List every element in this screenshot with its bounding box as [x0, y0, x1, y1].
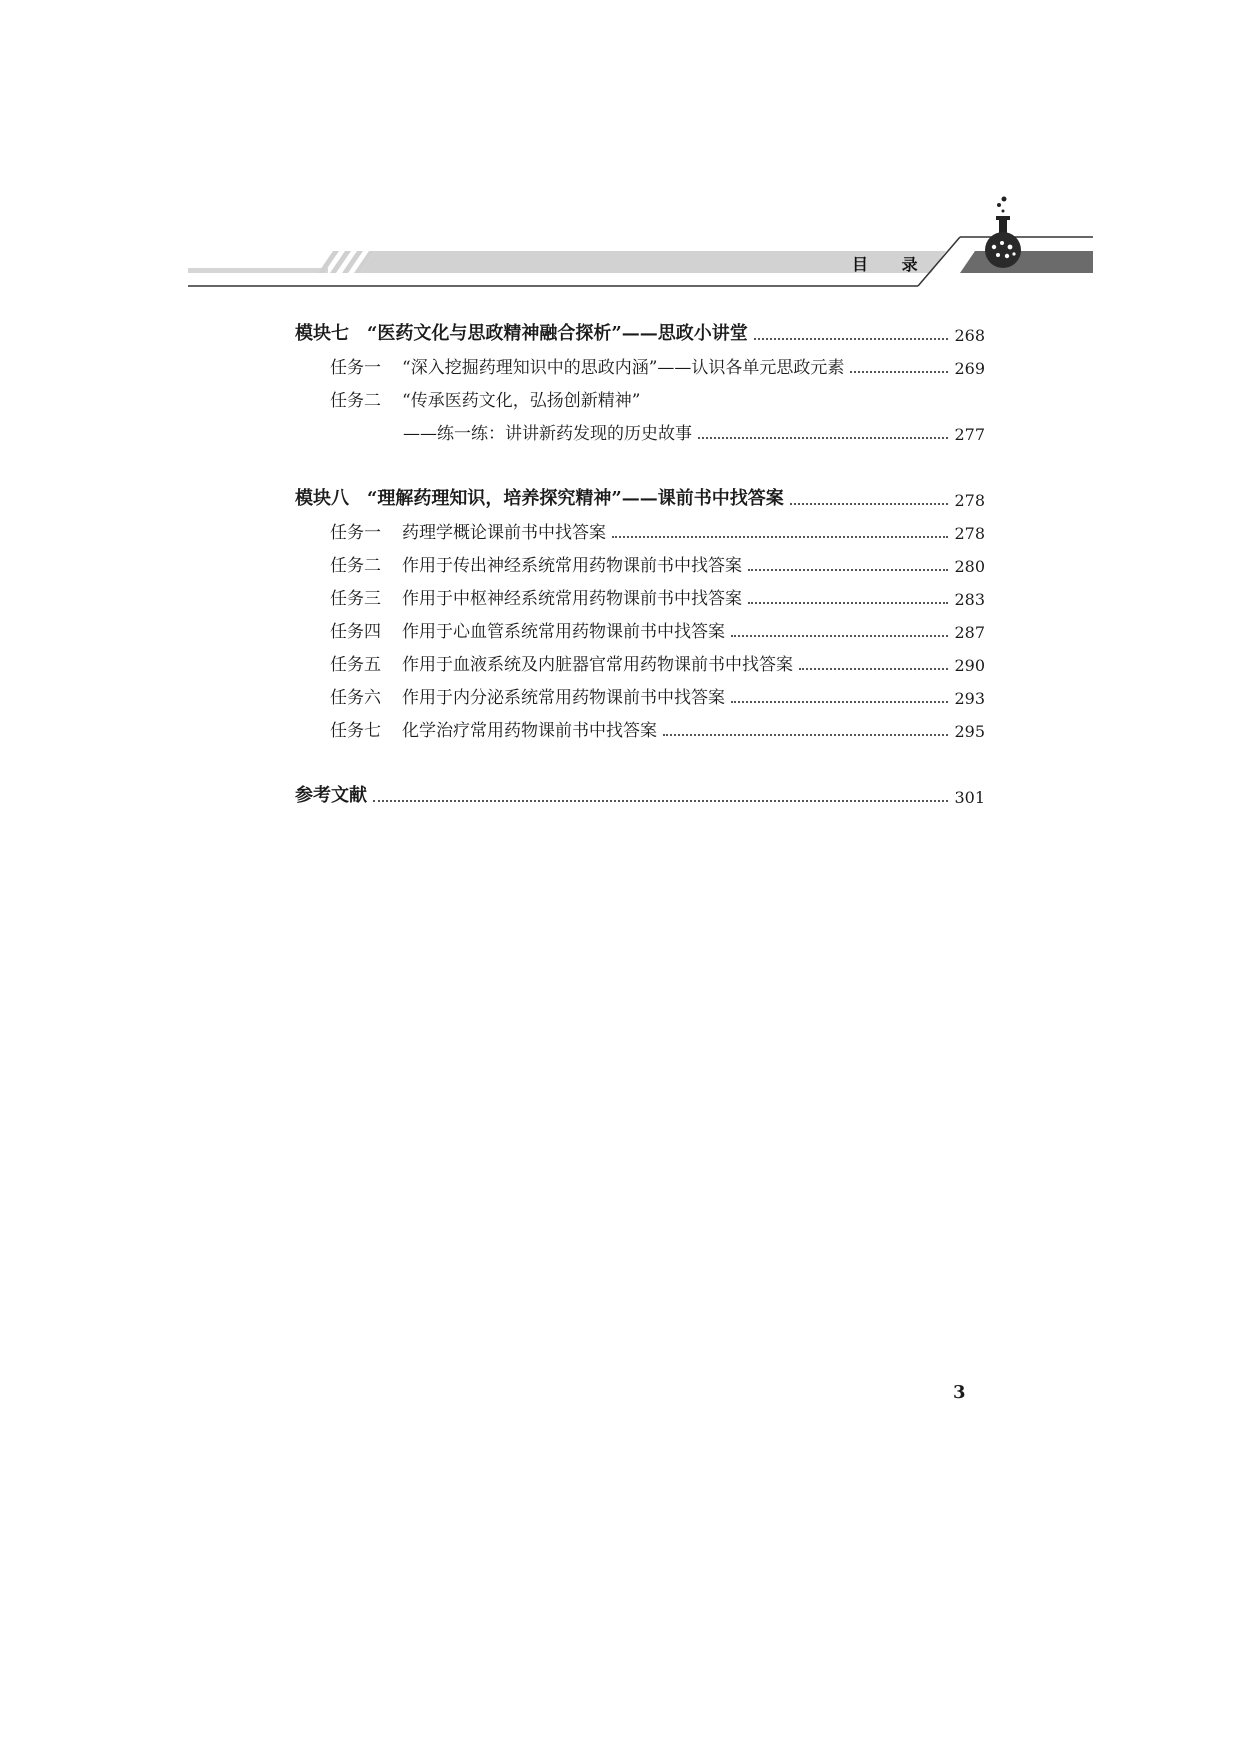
leader-dots [754, 338, 949, 340]
page-header [0, 0, 1240, 300]
references-title: 参考文献 [295, 785, 367, 806]
task-title: 作用于血液系统及内脏器官常用药物课前书中找答案 [402, 655, 793, 675]
leader-dots [731, 701, 948, 703]
task-title: “深入挖掘药理知识中的思政内涵”——认识各单元思政元素 [402, 358, 845, 378]
task-label: 任务二 [330, 391, 381, 411]
task-label: 任务六 [330, 688, 381, 708]
task-title: 作用于内分泌系统常用药物课前书中找答案 [402, 688, 725, 708]
module-label: 模块八 [295, 488, 349, 509]
task-title: 作用于中枢神经系统常用药物课前书中找答案 [402, 589, 742, 609]
toc-entry-module8[interactable] [295, 477, 985, 510]
leader-dots [748, 602, 948, 604]
page-ref: 269 [954, 359, 985, 378]
module-title: “理解药理知识，培养探究精神”——课前书中找答案 [367, 488, 784, 509]
toc-entry-module7[interactable] [295, 312, 985, 345]
task-subtitle: ——练一练：讲讲新药发现的历史故事 [403, 424, 692, 444]
page-ref: 287 [954, 623, 985, 642]
leader-dots [748, 569, 948, 571]
page-number: 3 [953, 1382, 966, 1403]
task-label: 任务一 [330, 523, 381, 543]
leader-dots [698, 437, 948, 439]
toc-entry-task[interactable] [295, 609, 985, 642]
toc-entry-task[interactable] [295, 510, 985, 543]
toc-entry-task[interactable] [295, 708, 985, 741]
task-label: 任务五 [330, 655, 381, 675]
task-label: 任务三 [330, 589, 381, 609]
page-ref: 283 [954, 590, 985, 609]
page-ref: 277 [954, 425, 985, 444]
toc-entry-task[interactable] [295, 675, 985, 708]
page-ref: 268 [954, 326, 985, 345]
task-label: 任务二 [330, 556, 381, 576]
leader-dots [790, 503, 949, 505]
toc-entry-task[interactable] [295, 642, 985, 675]
leader-dots [663, 734, 948, 736]
flask-icon [982, 195, 1032, 275]
task-title: 化学治疗常用药物课前书中找答案 [402, 721, 657, 741]
table-of-contents [295, 312, 985, 807]
task-label: 任务四 [330, 622, 381, 642]
toc-entry-task[interactable] [295, 576, 985, 609]
leader-dots [731, 635, 948, 637]
task-title: 药理学概论课前书中找答案 [402, 523, 606, 543]
toc-entry-references[interactable] [295, 774, 985, 807]
task-title: 作用于传出神经系统常用药物课前书中找答案 [402, 556, 742, 576]
header-title: 目 录 [852, 255, 932, 274]
page-ref: 301 [954, 788, 985, 807]
module-label: 模块七 [295, 323, 349, 344]
toc-entry-task-continuation[interactable] [295, 411, 985, 444]
leader-dots [373, 800, 948, 802]
toc-entry-task[interactable] [295, 378, 985, 411]
task-title: “传承医药文化，弘扬创新精神” [402, 391, 641, 411]
task-title: 作用于心血管系统常用药物课前书中找答案 [402, 622, 725, 642]
leader-dots [612, 536, 948, 538]
header-banner-graphic [0, 0, 1240, 300]
page-ref: 293 [954, 689, 985, 708]
page-ref: 280 [954, 557, 985, 576]
toc-entry-task[interactable] [295, 543, 985, 576]
module-title: “医药文化与思政精神融合探析”——思政小讲堂 [367, 323, 748, 344]
leader-dots [850, 371, 948, 373]
page-ref: 295 [954, 722, 985, 741]
page-ref: 278 [954, 491, 985, 510]
page-ref: 278 [954, 524, 985, 543]
page-ref: 290 [954, 656, 985, 675]
leader-dots [799, 668, 948, 670]
task-label: 任务七 [330, 721, 381, 741]
toc-entry-task[interactable] [295, 345, 985, 378]
task-label: 任务一 [330, 358, 381, 378]
